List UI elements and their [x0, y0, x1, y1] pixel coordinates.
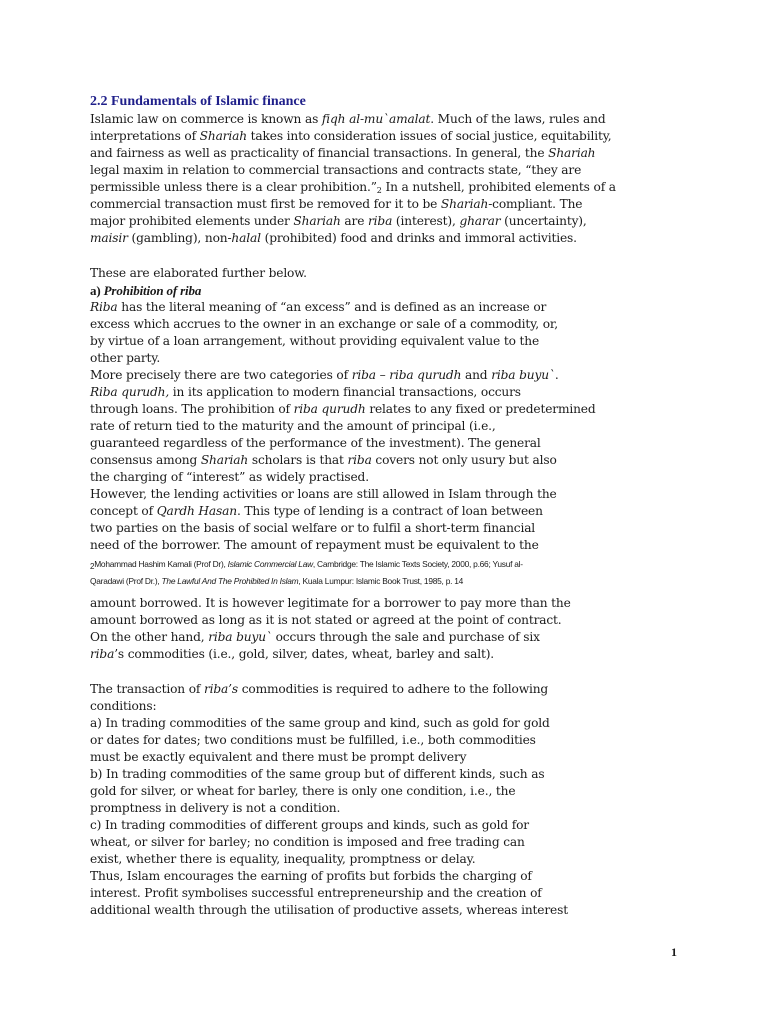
conditions-line: additional wealth through the utilisation of productive assets, whereas interest [90, 903, 568, 917]
riba-section-line [90, 282, 596, 299]
italic-term: Riba qurudh, [90, 385, 170, 399]
italic-term: Islamic Commercial Law [227, 559, 313, 569]
italic-term: riba [347, 453, 372, 467]
riba-section-line: However, the lending activities or loans are still allowed in Islam through the [90, 487, 557, 501]
conditions-line: b) In trading commodities of the same group but of different kinds, such as [90, 767, 545, 781]
riba-section-line: the charging of “interest” as widely practised. [90, 470, 369, 484]
riba-section [90, 265, 596, 554]
riba-section-line: other party. [90, 351, 161, 365]
italic-term: Shariah [548, 146, 596, 160]
italic-term: Shariah [293, 214, 341, 228]
footnote-marker: 2 [90, 562, 95, 571]
italic-term: halal [231, 231, 261, 245]
conditions-line: The transaction of riba’s commodities is required to adhere to the following [90, 682, 549, 696]
continuation-line: riba’s commodities (i.e., gold, silver, dates, wheat, barley and salt). [90, 647, 495, 661]
intro-line: commercial transaction must first be removed for it to be Shariah-compliant. The [90, 197, 583, 211]
conditions-line: must be exactly equivalent and there must be prompt delivery [90, 750, 467, 764]
subsection-heading: a) [90, 283, 104, 298]
riba-section-line: rate of return tied to the maturity and the amount of principal (i.e., [90, 419, 496, 433]
continuation-paragraph [90, 595, 571, 663]
intro-paragraph [90, 111, 616, 247]
italic-term: riba buyu` [208, 630, 272, 644]
italic-term: Shariah [200, 453, 249, 467]
conditions-line: wheat, or silver for barley; no condition is imposed and free trading can [90, 835, 525, 849]
italic-term: maisir [90, 231, 128, 245]
page-number: 1 [671, 945, 677, 959]
intro-line: and fairness as well as practicality of financial transactions. In general, the Shariah [90, 146, 596, 160]
intro-line: legal maxim in relation to commercial transactions and contracts state, “they are [90, 163, 582, 177]
italic-term: Shariah [440, 197, 489, 211]
riba-section-line: need of the borrower. The amount of repayment must be equivalent to the [90, 538, 539, 552]
conditions-line: Thus, Islam encourages the earning of profits but forbids the charging of [90, 869, 532, 883]
riba-section-line: consensus among Shariah scholars is that riba covers not only usury but also [90, 453, 557, 467]
riba-section-line: Riba qurudh, in its application to modern financial transactions, occurs [90, 385, 521, 399]
intro-line: interpretations of Shariah takes into consideration issues of social justice, equitability, [90, 129, 612, 143]
riba-section-line: two parties on the basis of social welfare or to fulfil a short-term financial [90, 521, 536, 535]
conditions-line: c) In trading commodities of different groups and kinds, such as gold for [90, 818, 529, 832]
conditions-line: or dates for dates; two conditions must be fulfilled, i.e., both commodities [90, 733, 536, 747]
continuation-line: amount borrowed as long as it is not stated or agreed at the point of contract. [90, 613, 562, 627]
italic-term: riba [90, 647, 115, 661]
conditions-line: gold for silver, or wheat for barley, there is only one condition, i.e., the [90, 784, 516, 798]
italic-term: Qardh Hasan [156, 504, 237, 518]
riba-section-line: More precisely there are two categories of riba – riba qurudh and riba buyu`. [90, 368, 559, 382]
intro-line: maisir (gambling), non-halal (prohibited) food and drinks and immoral activities. [90, 231, 577, 245]
italic-term: The Lawful And The Prohibited In Islam [161, 576, 299, 586]
section-heading: 2.2 Fundamentals of Islamic finance [90, 94, 306, 109]
footnote-marker: 2 [376, 186, 382, 195]
intro-line: major prohibited elements under Shariah are riba (interest), gharar (uncertainty), [90, 214, 587, 228]
conditions-line: interest. Profit symbolises successful entrepreneurship and the creation of [90, 886, 542, 900]
italic-term: riba qurudh [293, 402, 366, 416]
riba-section-line: concept of Qardh Hasan. This type of lending is a contract of loan between [90, 504, 543, 518]
continuation-line: amount borrowed. It is however legitimate for a borrower to pay more than the [90, 596, 571, 610]
conditions-paragraph [90, 681, 568, 919]
italic-term: riba [368, 214, 393, 228]
footnote-line: Qaradawi (Prof Dr.), The Lawful And The Prohibited In Islam, Kuala Lumpur: Islamic Book Trust, 1985, p. 14 [90, 576, 464, 586]
italic-term: Shariah [199, 129, 247, 143]
italic-term: riba’s [203, 682, 239, 696]
footnote [90, 558, 523, 592]
conditions-line: exist, whether there is equality, inequality, promptness or delay. [90, 852, 476, 866]
italic-term: riba – riba qurudh [351, 368, 462, 382]
conditions-line: promptness in delivery is not a condition. [90, 801, 341, 815]
italic-term: riba buyu` [491, 368, 555, 382]
riba-section-line: excess which accrues to the owner in an exchange or sale of a commodity, or, [90, 317, 558, 331]
italic-term: Riba [90, 300, 118, 314]
riba-section-line: guaranteed regardless of the performance of the investment). The general [90, 436, 541, 450]
italic-term: fiqh al-mu`amalat [321, 112, 431, 126]
intro-line: permissible unless there is a clear prohibition.”$^2$ In a nutshell, prohibited elements of a [90, 180, 616, 195]
footnote-line: $^2$Mohammad Hashim Kamali (Prof Dr), Islamic Commercial Law, Cambridge: The Islamic Texts Society, 2000, p.66; Yusuf al- [90, 559, 523, 571]
riba-section-line: These are elaborated further below. [90, 266, 307, 280]
riba-section-line: by virtue of a loan arrangement, without providing equivalent value to the [90, 334, 540, 348]
conditions-line: conditions: [90, 699, 157, 713]
riba-section-line: Riba has the literal meaning of “an excess” and is defined as an increase or [90, 300, 547, 314]
italic-term: gharar [459, 214, 501, 228]
riba-section-line: through loans. The prohibition of riba qurudh relates to any fixed or predetermined [90, 402, 596, 416]
continuation-line: On the other hand, riba buyu` occurs through the sale and purchase of six [90, 630, 540, 644]
intro-line: Islamic law on commerce is known as fiqh al-mu`amalat. Much of the laws, rules and [90, 112, 606, 126]
subsection-heading: Prohibition of riba [103, 283, 202, 298]
conditions-line: a) In trading commodities of the same group and kind, such as gold for gold [90, 716, 550, 730]
